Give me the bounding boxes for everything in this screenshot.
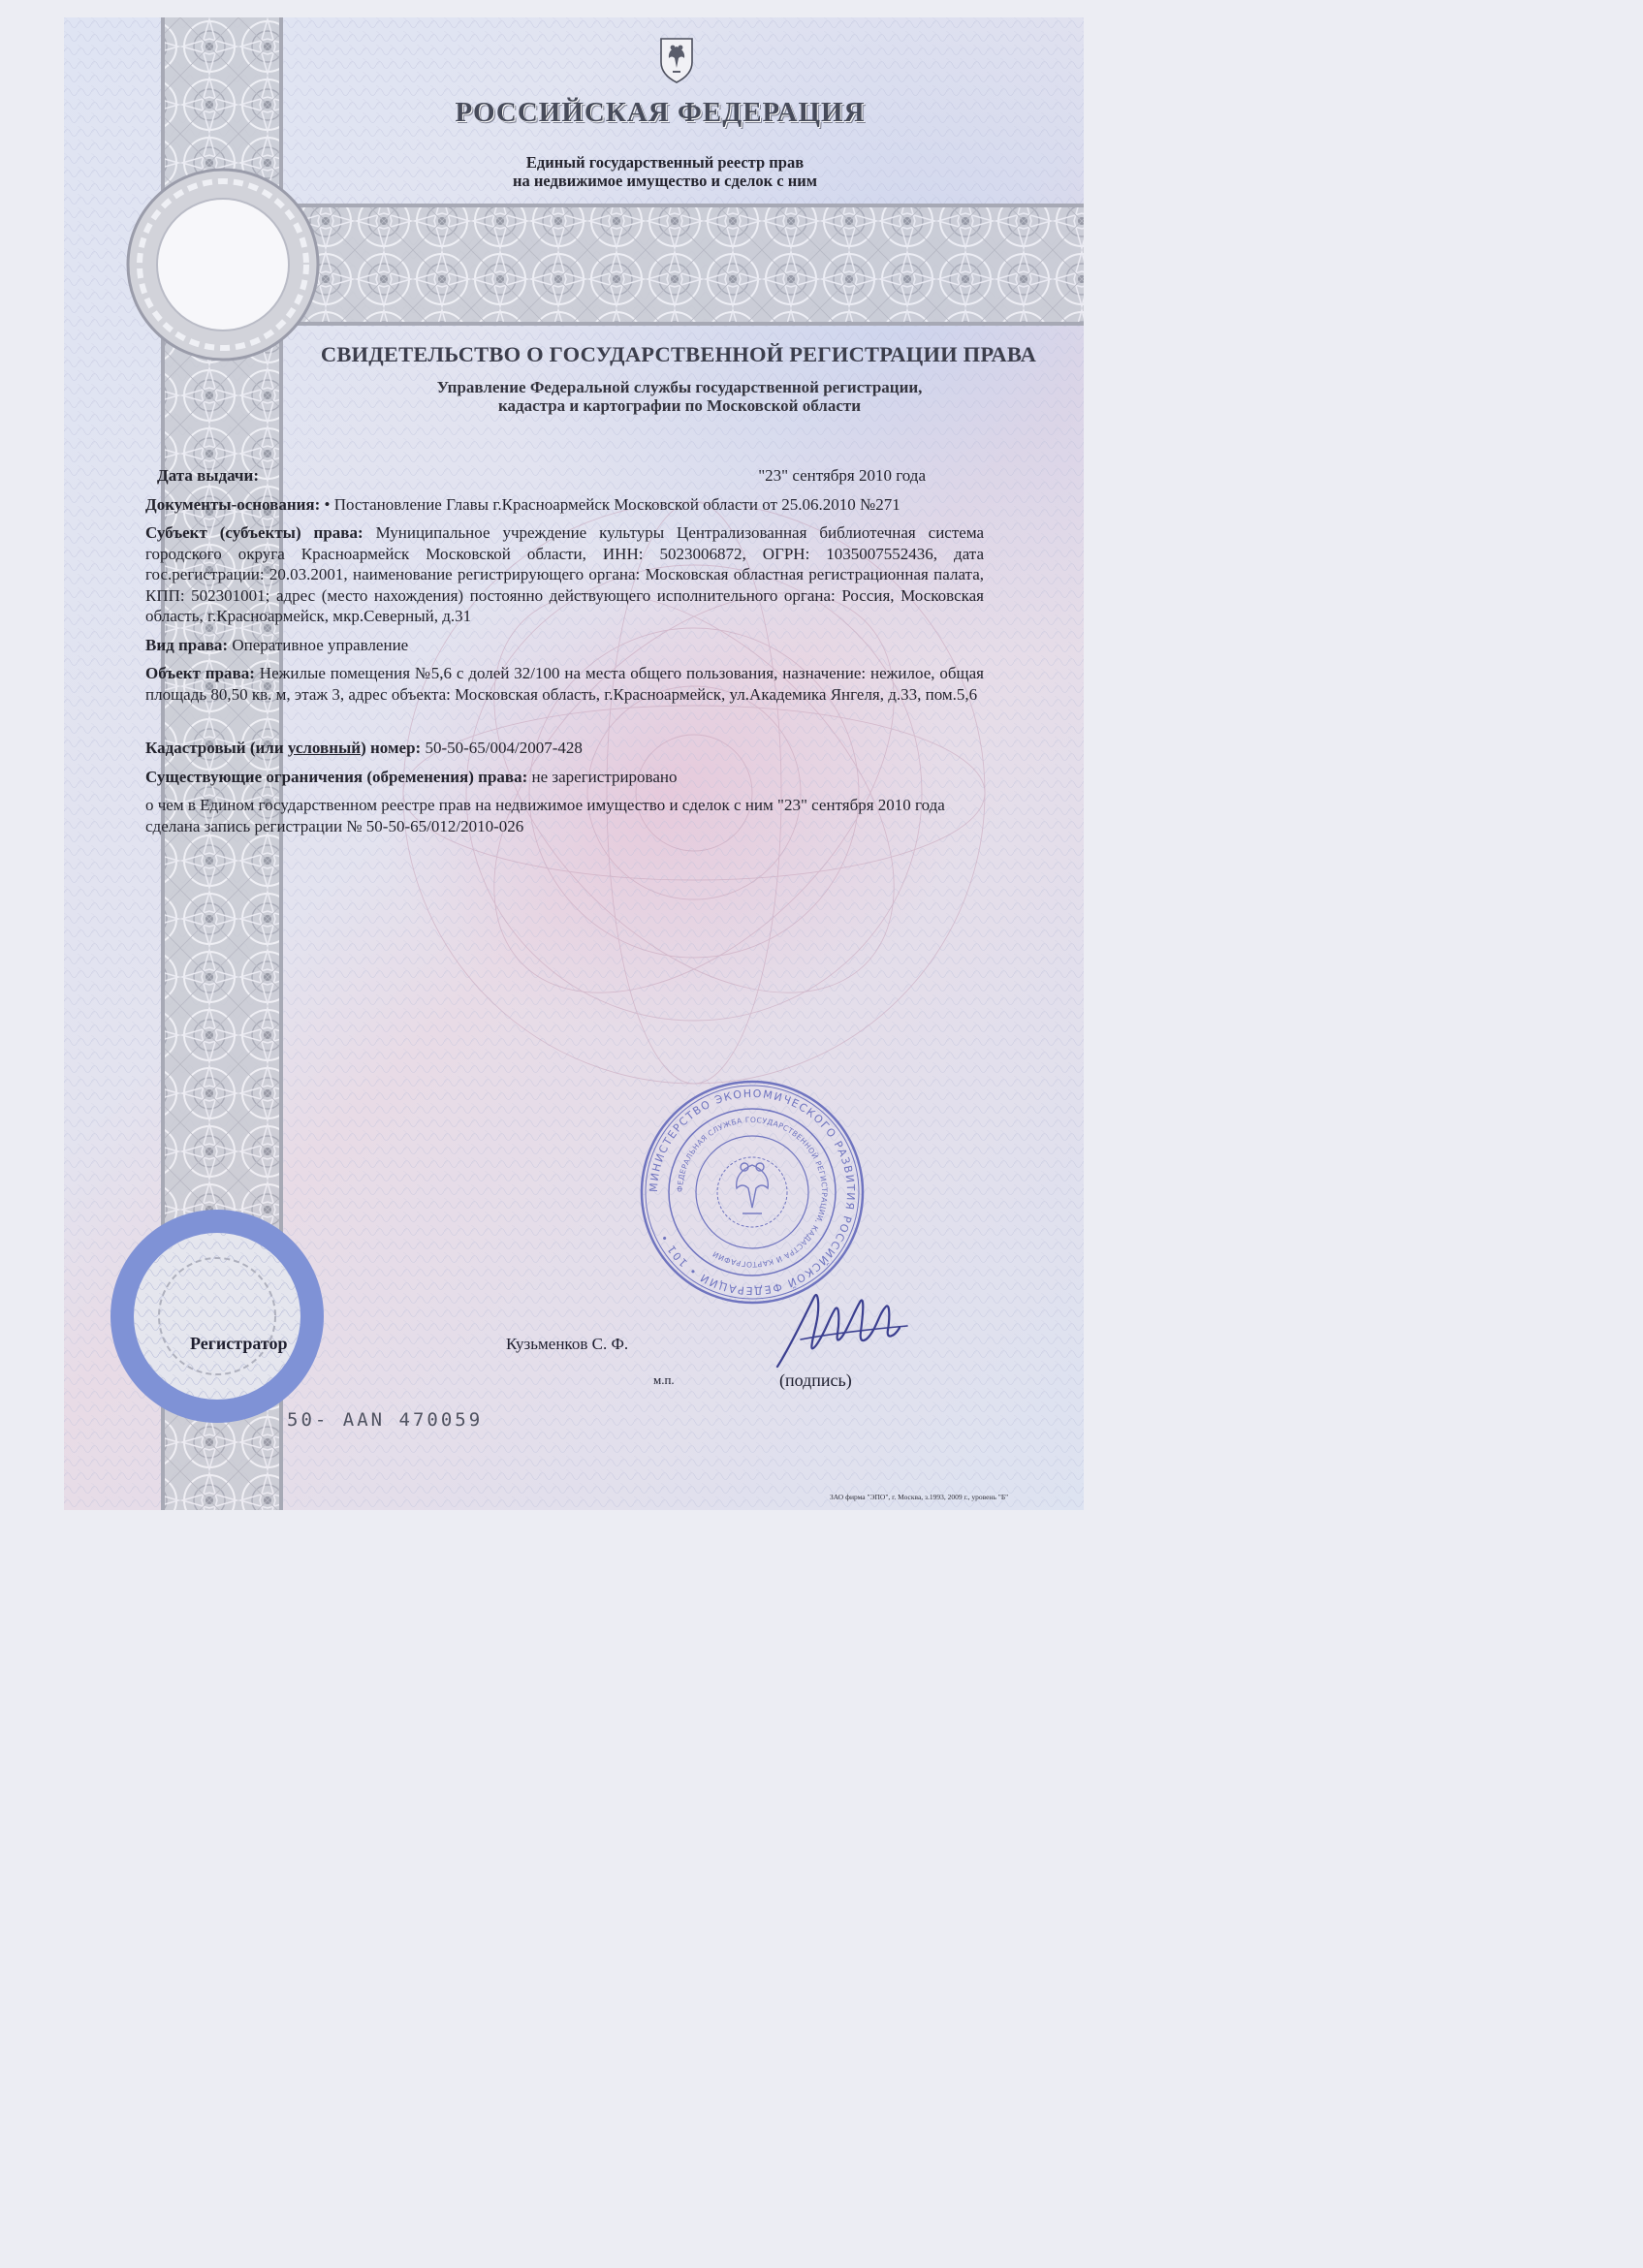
right-holders-value: Муниципальное учреждение культуры Централизованная библиотечная система городского округа Красноармейск Московской области, ИНН: 5023006872, ОГРН: 1035007552436, дата гос.регистрации: 20.03.2001, наименование регистрирующего органа: Московская областная регистрационная палата, КПП: 502301001; адрес (место нахождения) постоянно действующего исполнительного органа: Россия, Московская область, г.Красноармейск, мкр.Северный, д.31 [145,523,985,625]
registry-entry: о чем в Едином государственном реестре прав на недвижимое имущество и сделок с ним "23" сентября 2010 года сделана запись регистрации № 50-50-65/012/2010-026 [145,796,945,835]
cadastral-number [145,738,984,759]
right-object-label: Объект права: [145,664,255,682]
encumbrances-value: не зарегистрировано [531,767,678,786]
issue-date-value: "23" сентября 2010 года [758,466,926,485]
cadastral-number-value: 50-50-65/004/2007-428 [425,739,583,757]
issuing-authority-line-2: кадастра и картографии по Московской области [497,396,862,415]
basis-documents [145,494,984,516]
issue-date-row [145,465,984,487]
right-holders-label: Субъект (субъекты) права: [145,523,363,542]
registrar-name: Кузьменков С. Ф. [506,1335,629,1353]
cadastral-label-prefix: Кадастровый (или [145,739,284,757]
basis-documents-value: • Постановление Главы г.Красноармейск Московской области от 25.06.2010 №271 [324,494,900,514]
seal-inner-text: ФЕДЕРАЛЬНАЯ СЛУЖБА ГОСУДАРСТВЕННОЙ РЕГИСТРАЦИИ, КАДАСТРА И КАРТОГРАФИИ [675,1115,830,1270]
certificate-title: СВИДЕТЕЛЬСТВО О ГОСУДАРСТВЕННОЙ РЕГИСТРАЦИИ ПРАВА [320,342,1037,366]
basis-documents-label: Документы-основания: [145,494,321,514]
right-object [145,663,984,705]
printer-imprint: ЗАО фирма "ЭПО", г. Москва, з.1993, 2009 г., уровень "Б" [830,1493,1009,1501]
right-type-label: Вид права: [145,635,229,654]
issue-date-label: Дата выдачи: [157,466,259,485]
right-type-value: Оперативное управление [232,635,409,654]
registry-name-line-2: на недвижимое имущество и сделок с ним [513,172,817,190]
right-type [145,635,984,656]
registrar-signature [772,1277,917,1384]
form-serial-number: 50- AAN 470059 [287,1409,484,1431]
stamp-place-label: м.п. [653,1372,675,1387]
cadastral-number-label [145,739,421,757]
registry-name [452,153,878,190]
country-title: РОССИЙСКАЯ ФЕДЕРАЦИЯ [455,97,866,128]
coat-of-arms-icon [657,35,696,83]
registrar-label: Регистратор [190,1334,288,1353]
certificate-sheet [64,17,1084,1510]
cadastral-label-suffix: ) номер: [361,739,422,757]
issuing-authority-line-1: Управление Федеральной службы государственной регистрации, [436,378,923,396]
right-object-value: Нежилые помещения №5,6 с долей 32/100 на места общего пользования, назначение: нежилое, общая площадь 80,50 кв. м, этаж 3, адрес объекта: Московская область, г.Красноармейск, ул.Академика Янгеля, д.33, пом.5,6 [145,664,984,704]
cadastral-label-underlined: условный [287,739,362,757]
seal-ring-text: МИНИСТЕРСТВО ЭКОНОМИЧЕСКОГО РАЗВИТИЯ РОССИЙСКОЙ ФЕДЕРАЦИИ • 101 • [647,1087,858,1298]
registry-name-line-1: Единый государственный реестр прав [525,153,805,172]
encumbrances [145,767,984,788]
signature-caption: (подпись) [779,1370,852,1390]
official-seal-stamp [636,1076,869,1308]
right-holders [145,522,984,627]
encumbrances-label: Существующие ограничения (обременения) права: [145,767,528,786]
certificate-body [145,465,984,844]
issuing-authority [384,378,975,415]
